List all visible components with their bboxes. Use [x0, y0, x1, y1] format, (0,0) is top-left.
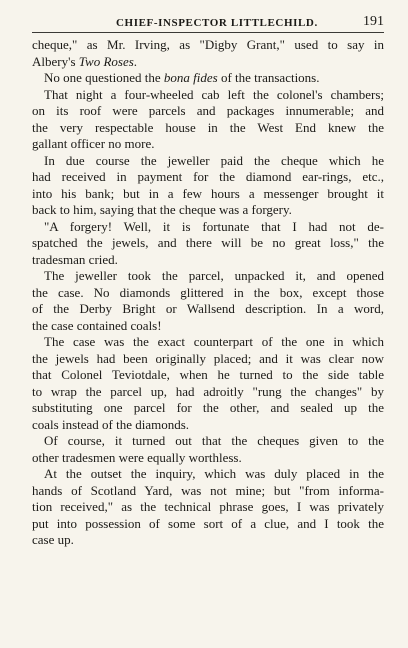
text-line: tradesman cried.	[32, 251, 118, 267]
text-line: No one questioned the bona fides of the transactions.	[44, 70, 320, 85]
paragraph	[32, 433, 384, 466]
page-header	[32, 8, 384, 33]
running-head: CHIEF-INSPECTOR LITTLECHILD.	[116, 17, 318, 29]
text-line: the case contained coals!	[32, 317, 162, 333]
text-line: into his bank; but in a few hours a messenger brought it	[32, 185, 384, 201]
text-line: coals instead of the diamonds.	[32, 416, 190, 432]
paragraph	[32, 334, 384, 433]
paragraph	[32, 87, 384, 153]
text-line: of the Derby Bright or Wallsend description. In a word,	[32, 301, 384, 316]
paragraph	[32, 37, 384, 70]
text-line: to wrap the parcel up, had adroitly "rung the changes" by	[32, 383, 384, 399]
page-number: 191	[363, 14, 384, 29]
text-line: put into possession of some sort of a clue, and I took the	[32, 515, 384, 531]
text-line: case up.	[32, 532, 74, 547]
text-line: had received in payment for the diamond ear-rings, etc.,	[32, 169, 384, 184]
italic-phrase: bona fides	[163, 70, 218, 85]
text-line: substituting one parcel for the other, and sealed up the	[32, 400, 384, 415]
text-line: At the outset the inquiry, which was duly placed in the	[44, 466, 384, 481]
text-line: on its roof were parcels and packages innumerable; and	[32, 103, 384, 118]
text-line: spatched the jewels, and there will be no great loss," the	[32, 235, 384, 250]
text-line: the very respectable house in the West End knew the	[32, 119, 384, 135]
text-line: other tradesmen were equally worthless.	[32, 449, 242, 465]
text-line: back to him, saying that the cheque was a forgery.	[32, 202, 292, 217]
text-line: that Colonel Teviotdale, when he turned to the side table	[32, 367, 384, 382]
text-line: "A forgery! Well, it is fortunate that I had not de-	[44, 218, 384, 234]
text-line: Of course, it turned out that the cheques given to the	[44, 433, 384, 448]
body-text	[32, 37, 384, 549]
italic-phrase: Two Roses	[78, 53, 134, 69]
text-line: The case was the exact counterpart of the one in which	[44, 334, 384, 349]
paragraph	[32, 466, 384, 549]
text-line: the jewels had been originally placed; and it was clear now	[32, 350, 384, 366]
text-line: In due course the jeweller paid the cheque which he	[44, 152, 384, 168]
text-line: gallant officer no more.	[32, 136, 155, 151]
paragraph	[32, 70, 384, 87]
text-line: hands of Scotland Yard, was not mine; but "from informa-	[32, 482, 384, 498]
paragraph	[32, 268, 384, 334]
text-line: That night a four-wheeled cab left the colonel's chambers;	[44, 86, 384, 102]
text-line: cheque," as Mr. Irving, as "Digby Grant," used to say in	[32, 37, 384, 52]
text-line: The jeweller took the parcel, unpacked it, and opened	[44, 268, 384, 283]
paragraph	[32, 219, 384, 269]
text-line: tion received," as the technical phrase goes, I was privately	[32, 499, 384, 514]
text-line: Albery's Two Roses.	[32, 53, 138, 69]
text-line: the case. No diamonds glittered in the box, except those	[32, 284, 384, 300]
paragraph	[32, 153, 384, 219]
